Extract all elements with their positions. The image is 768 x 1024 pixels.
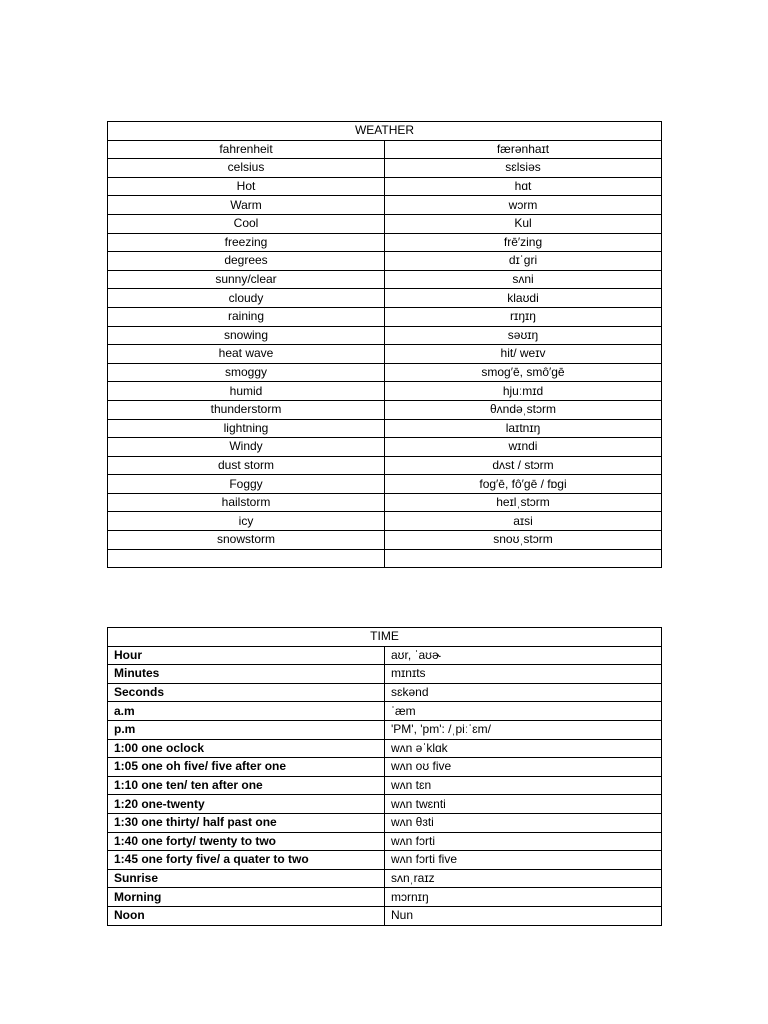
time-word-cell: Morning [108, 888, 385, 907]
time-pronunciation-cell: wʌn twɛnti [385, 795, 662, 814]
table-row [108, 813, 662, 832]
weather-pronunciation-cell: wɪndi [385, 438, 662, 457]
weather-table [107, 121, 662, 568]
table-row [108, 363, 662, 382]
weather-word-cell: heat wave [108, 345, 385, 364]
weather-word-cell: dust storm [108, 456, 385, 475]
time-word-cell: Sunrise [108, 869, 385, 888]
table-row [108, 289, 662, 308]
time-pronunciation-cell: sɛkənd [385, 683, 662, 702]
table-row [108, 345, 662, 364]
weather-pronunciation-cell: hjuːmɪd [385, 382, 662, 401]
time-word-cell: Hour [108, 646, 385, 665]
weather-word-cell: cloudy [108, 289, 385, 308]
table-row [108, 140, 662, 159]
time-pronunciation-cell: mɪnɪts [385, 665, 662, 684]
table-row [108, 382, 662, 401]
table-row [108, 795, 662, 814]
weather-pronunciation-cell: hɑt [385, 177, 662, 196]
weather-pronunciation-cell: færənhaɪt [385, 140, 662, 159]
time-word-cell: 1:40 one forty/ twenty to two [108, 832, 385, 851]
time-pronunciation-cell: wʌn fɔrti five [385, 851, 662, 870]
time-word-cell: 1:20 one-twenty [108, 795, 385, 814]
time-pronunciation-cell: ˈæm [385, 702, 662, 721]
weather-pronunciation-cell: frē′zing [385, 233, 662, 252]
time-word-cell: 1:00 one oclock [108, 739, 385, 758]
table-row [108, 159, 662, 178]
table-row [108, 851, 662, 870]
weather-pronunciation-cell: hit/ weɪv [385, 345, 662, 364]
table-row [108, 739, 662, 758]
time-word-cell: 1:05 one oh five/ five after one [108, 758, 385, 777]
table-row [108, 869, 662, 888]
weather-pronunciation-cell: fog′ē, fô′gē / fɒgi [385, 475, 662, 494]
time-pronunciation-cell: 'PM', 'pm': /ˌpiːˈɛm/ [385, 720, 662, 739]
weather-pronunciation-cell: snoʊˌstɔrm [385, 531, 662, 550]
weather-word-cell: sunny/clear [108, 270, 385, 289]
table-row [108, 549, 662, 568]
weather-word-cell: celsius [108, 159, 385, 178]
weather-word-cell: hailstorm [108, 493, 385, 512]
weather-word-cell: Windy [108, 438, 385, 457]
weather-header-row [108, 122, 662, 141]
weather-word-cell: smoggy [108, 363, 385, 382]
weather-pronunciation-cell: wɔrm [385, 196, 662, 215]
table-row [108, 702, 662, 721]
weather-word-cell: Hot [108, 177, 385, 196]
weather-pronunciation-cell: smog′ē, smô′gē [385, 363, 662, 382]
weather-word-cell: fahrenheit [108, 140, 385, 159]
table-row [108, 438, 662, 457]
weather-pronunciation-cell: sɛlsiəs [385, 159, 662, 178]
time-word-cell: a.m [108, 702, 385, 721]
table-row [108, 252, 662, 271]
time-word-cell: Minutes [108, 665, 385, 684]
weather-pronunciation-cell: laɪtnɪŋ [385, 419, 662, 438]
time-word-cell: 1:45 one forty five/ a quater to two [108, 851, 385, 870]
table-row [108, 832, 662, 851]
weather-word-cell: degrees [108, 252, 385, 271]
time-pronunciation-cell: sʌnˌraɪz [385, 869, 662, 888]
weather-pronunciation-cell: dʌst / stɔrm [385, 456, 662, 475]
table-row [108, 326, 662, 345]
time-pronunciation-cell: wʌn tɛn [385, 776, 662, 795]
weather-body [108, 140, 662, 568]
time-word-cell: Noon [108, 906, 385, 925]
weather-pronunciation-cell: aɪsi [385, 512, 662, 531]
weather-word-cell [108, 549, 385, 568]
table-row [108, 214, 662, 233]
weather-pronunciation-cell: θʌndəˌstɔrm [385, 400, 662, 419]
table-row [108, 307, 662, 326]
table-row [108, 665, 662, 684]
time-pronunciation-cell: wʌn fɔrti [385, 832, 662, 851]
weather-pronunciation-cell: sʌni [385, 270, 662, 289]
weather-pronunciation-cell: heɪlˌstɔrm [385, 493, 662, 512]
weather-title: WEATHER [108, 122, 662, 141]
weather-word-cell: snowstorm [108, 531, 385, 550]
time-pronunciation-cell: mɔrnɪŋ [385, 888, 662, 907]
weather-pronunciation-cell: dɪˈgri [385, 252, 662, 271]
weather-pronunciation-cell: klaʊdi [385, 289, 662, 308]
table-row [108, 419, 662, 438]
table-row [108, 683, 662, 702]
table-row [108, 906, 662, 925]
weather-word-cell: raining [108, 307, 385, 326]
weather-word-cell: thunderstorm [108, 400, 385, 419]
weather-word-cell: Warm [108, 196, 385, 215]
weather-pronunciation-cell: Kul [385, 214, 662, 233]
table-row [108, 493, 662, 512]
table-row [108, 400, 662, 419]
table-row [108, 196, 662, 215]
weather-word-cell: lightning [108, 419, 385, 438]
weather-word-cell: Foggy [108, 475, 385, 494]
table-row [108, 233, 662, 252]
weather-pronunciation-cell [385, 549, 662, 568]
table-row [108, 776, 662, 795]
table-row [108, 758, 662, 777]
table-row [108, 270, 662, 289]
weather-word-cell: icy [108, 512, 385, 531]
time-word-cell: 1:30 one thirty/ half past one [108, 813, 385, 832]
time-pronunciation-cell: Nun [385, 906, 662, 925]
table-row [108, 646, 662, 665]
table-row [108, 531, 662, 550]
time-table [107, 627, 662, 926]
weather-pronunciation-cell: səʊɪŋ [385, 326, 662, 345]
time-header-row [108, 628, 662, 647]
time-title: TIME [108, 628, 662, 647]
weather-word-cell: Cool [108, 214, 385, 233]
time-body [108, 646, 662, 925]
time-pronunciation-cell: wʌn əˈklɑk [385, 739, 662, 758]
weather-word-cell: humid [108, 382, 385, 401]
weather-word-cell: freezing [108, 233, 385, 252]
table-row [108, 888, 662, 907]
table-row [108, 475, 662, 494]
table-row [108, 512, 662, 531]
weather-word-cell: snowing [108, 326, 385, 345]
time-word-cell: 1:10 one ten/ ten after one [108, 776, 385, 795]
table-row [108, 177, 662, 196]
time-pronunciation-cell: wʌn oʊ five [385, 758, 662, 777]
time-pronunciation-cell: wʌn θɜti [385, 813, 662, 832]
time-word-cell: Seconds [108, 683, 385, 702]
time-word-cell: p.m [108, 720, 385, 739]
table-row [108, 720, 662, 739]
time-pronunciation-cell: aʊr, ˈaʊɚ [385, 646, 662, 665]
weather-pronunciation-cell: rɪŋɪŋ [385, 307, 662, 326]
table-row [108, 456, 662, 475]
